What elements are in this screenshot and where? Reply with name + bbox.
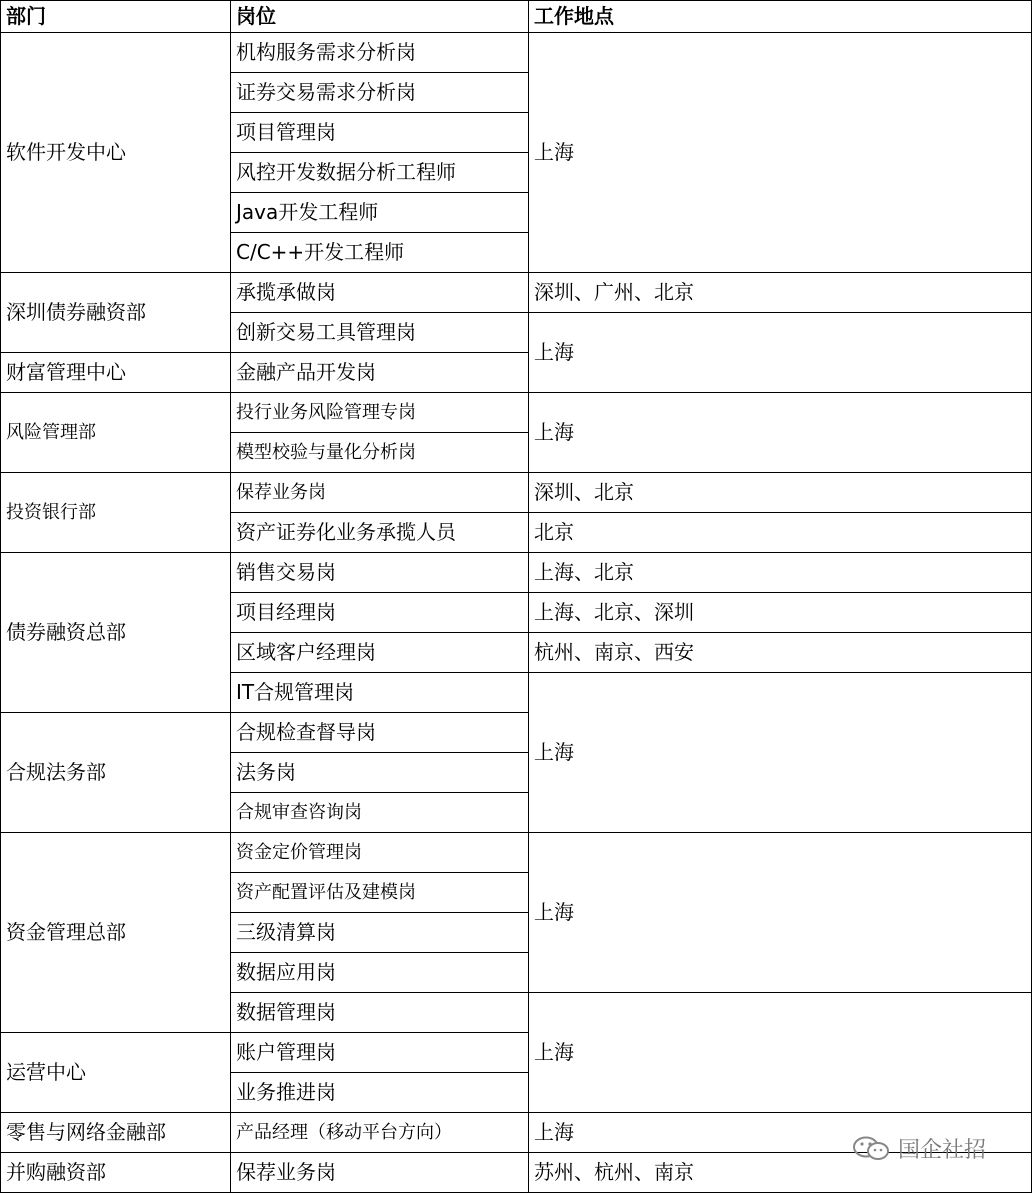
position-cell: 金融产品开发岗 — [231, 353, 529, 393]
position-cell: 合规审查咨询岗 — [231, 793, 529, 833]
header-position: 岗位 — [231, 1, 529, 33]
position-cell: Java开发工程师 — [231, 193, 529, 233]
position-cell: 区域客户经理岗 — [231, 633, 529, 673]
position-cell: 资产证券化业务承揽人员 — [231, 513, 529, 553]
position-cell: 保荐业务岗 — [231, 1153, 529, 1193]
position-cell: 数据管理岗 — [231, 993, 529, 1033]
table-row — [1, 393, 1032, 433]
position-cell: 账户管理岗 — [231, 1033, 529, 1073]
location-cell: 上海 — [529, 993, 1032, 1113]
location-cell: 杭州、南京、西安 — [529, 633, 1032, 673]
location-cell: 深圳、广州、北京 — [529, 273, 1032, 313]
department-cell: 零售与网络金融部 — [1, 1113, 231, 1153]
position-cell: 机构服务需求分析岗 — [231, 33, 529, 73]
department-cell: 资金管理总部 — [1, 833, 231, 1033]
header-row — [1, 1, 1032, 33]
position-cell: 投行业务风险管理专岗 — [231, 393, 529, 433]
location-cell: 上海 — [529, 673, 1032, 833]
department-cell: 债券融资总部 — [1, 553, 231, 713]
location-cell: 北京 — [529, 513, 1032, 553]
position-cell: 合规检查督导岗 — [231, 713, 529, 753]
department-cell: 风险管理部 — [1, 393, 231, 473]
position-cell: 项目经理岗 — [231, 593, 529, 633]
department-cell: 软件开发中心 — [1, 33, 231, 273]
watermark-text: 国企社招 — [898, 1137, 987, 1163]
position-cell: 销售交易岗 — [231, 553, 529, 593]
position-cell: 产品经理（移动平台方向） — [231, 1113, 529, 1153]
location-cell: 苏州、杭州、南京 — [529, 1153, 1032, 1193]
location-cell: 深圳、北京 — [529, 473, 1032, 513]
position-cell: 模型校验与量化分析岗 — [231, 433, 529, 473]
wechat-icon — [850, 1135, 894, 1161]
location-cell: 上海 — [529, 393, 1032, 473]
position-cell: 创新交易工具管理岗 — [231, 313, 529, 353]
department-cell: 深圳债券融资部 — [1, 273, 231, 353]
watermark — [850, 1133, 986, 1163]
position-cell: C/C++开发工程师 — [231, 233, 529, 273]
location-cell: 上海、北京 — [529, 553, 1032, 593]
department-cell: 运营中心 — [1, 1033, 231, 1113]
position-cell: 风控开发数据分析工程师 — [231, 153, 529, 193]
position-cell: 承揽承做岗 — [231, 273, 529, 313]
table-row — [1, 833, 1032, 873]
department-cell: 财富管理中心 — [1, 353, 231, 393]
department-cell: 合规法务部 — [1, 713, 231, 833]
table-row — [1, 473, 1032, 513]
table-row — [1, 553, 1032, 593]
position-cell: 资金定价管理岗 — [231, 833, 529, 873]
position-cell: 三级清算岗 — [231, 913, 529, 953]
position-cell: 数据应用岗 — [231, 953, 529, 993]
department-cell: 投资银行部 — [1, 473, 231, 553]
position-cell: IT合规管理岗 — [231, 673, 529, 713]
position-cell: 证券交易需求分析岗 — [231, 73, 529, 113]
position-cell: 法务岗 — [231, 753, 529, 793]
position-cell: 资产配置评估及建模岗 — [231, 873, 529, 913]
position-cell: 业务推进岗 — [231, 1073, 529, 1113]
position-cell: 项目管理岗 — [231, 113, 529, 153]
header-location: 工作地点 — [529, 1, 1032, 33]
table-row — [1, 33, 1032, 73]
table-row — [1, 273, 1032, 313]
department-cell: 并购融资部 — [1, 1153, 231, 1193]
location-cell: 上海 — [529, 1113, 1032, 1153]
location-cell: 上海 — [529, 33, 1032, 273]
header-department: 部门 — [1, 1, 231, 33]
location-cell: 上海 — [529, 833, 1032, 993]
location-cell: 上海 — [529, 313, 1032, 393]
position-cell: 保荐业务岗 — [231, 473, 529, 513]
location-cell: 上海、北京、深圳 — [529, 593, 1032, 633]
